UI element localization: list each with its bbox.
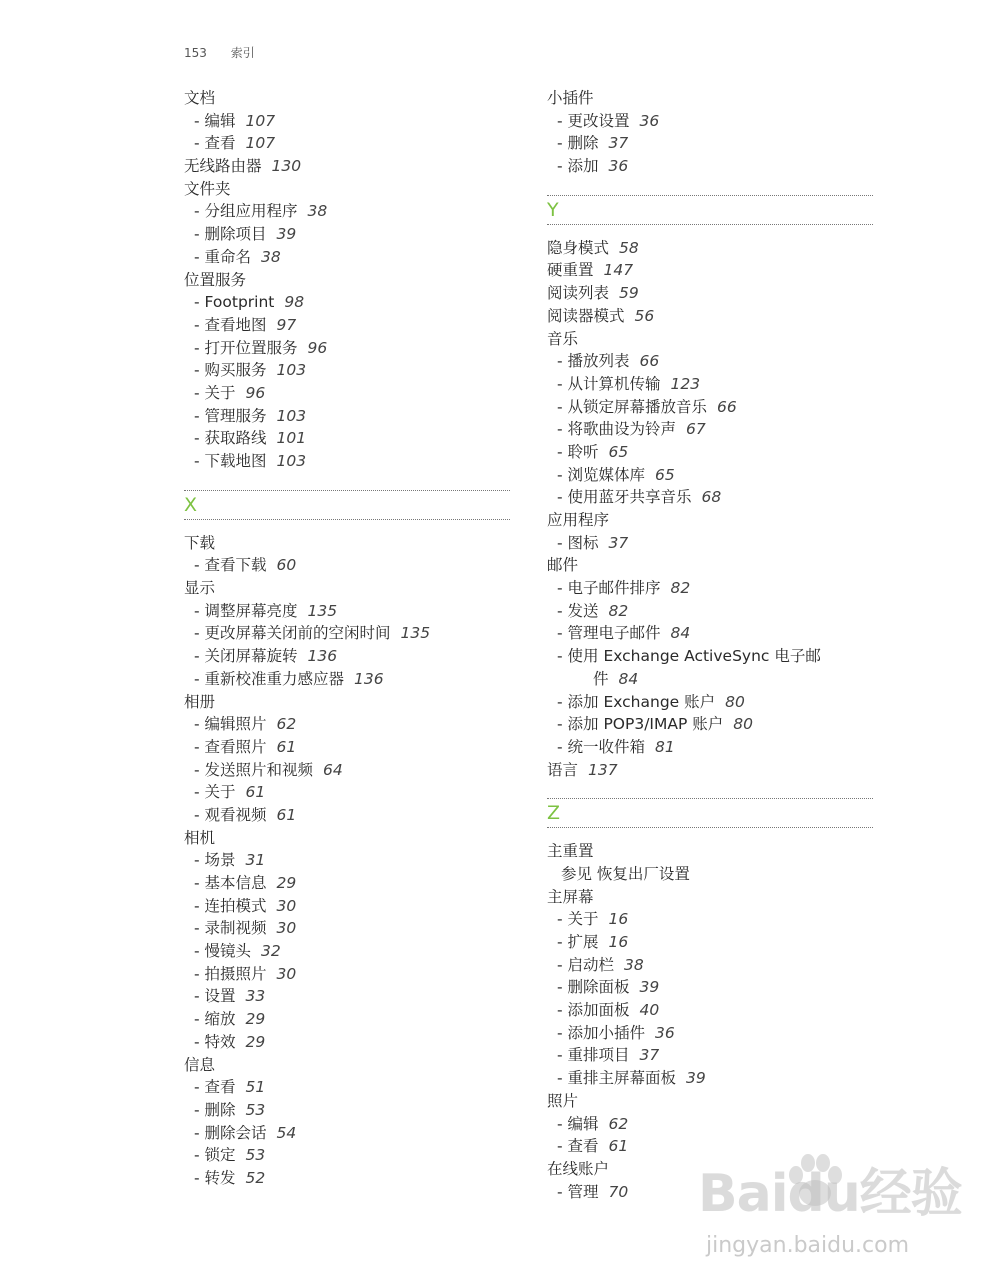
index-term: 转发: [204, 1168, 236, 1187]
index-subentry: - 删除面板 39: [557, 978, 660, 997]
index-term: 删除会话: [204, 1123, 267, 1142]
page-reference: 103: [276, 452, 307, 470]
index-term: 设置: [204, 987, 236, 1006]
page-reference: 80: [733, 715, 753, 734]
index-entry: [184, 827, 510, 850]
index-term: 添加: [567, 157, 599, 176]
index-subentry: - 关于 16: [557, 910, 629, 929]
section-letter: Z: [547, 802, 561, 825]
index-term: 聆听: [567, 442, 599, 461]
page-reference: 62: [276, 715, 297, 734]
index-term: 隐身模式: [547, 238, 610, 257]
index-subentry: - 浏览媒体库 65: [557, 465, 675, 484]
index-subentry: - 重排主屏幕面板 39: [557, 1069, 706, 1088]
index-term: 使用 Exchange ActiveSync 电子邮: [567, 647, 821, 666]
index-subentry: - 调整屏幕亮度 135: [194, 601, 338, 620]
index-subentry: - 锁定 53: [194, 1146, 266, 1165]
baidu-watermark: [690, 1133, 970, 1273]
page-reference: 59: [619, 284, 639, 303]
page-reference: 137: [588, 760, 618, 779]
page-reference: 64: [323, 760, 343, 779]
index-term: 查看: [567, 1137, 599, 1156]
index-term: 关于: [204, 783, 236, 802]
page-reference: 81: [655, 737, 675, 756]
index-term: 删除项目: [204, 225, 267, 244]
see-also-entry: [547, 863, 873, 886]
index-term: 浏览媒体库: [567, 465, 646, 484]
page-reference: 37: [639, 1046, 660, 1065]
index-term: 相册: [184, 692, 216, 711]
index-term: 更改屏幕关闭前的空闲时间: [204, 624, 391, 643]
index-term: 图标: [567, 533, 599, 552]
index-term: 相机: [184, 828, 216, 847]
page-header: [184, 44, 255, 61]
index-term: 发送: [567, 601, 599, 620]
index-term: 阅读列表: [547, 284, 610, 303]
section-divider: [547, 798, 873, 828]
index-entry: [547, 259, 873, 282]
index-term: 电子邮件排序: [567, 579, 661, 598]
page-reference: 38: [624, 955, 644, 974]
page-reference: 53: [245, 1100, 266, 1119]
index-term: 录制视频: [204, 919, 267, 938]
index-term: 查看下载: [204, 556, 267, 575]
index-subentry: - Footprint 98: [194, 293, 305, 312]
page-reference: 61: [276, 737, 297, 756]
index-subentry: - 打开位置服务 96: [194, 338, 328, 357]
index-column-right: [547, 87, 873, 1203]
index-term: 编辑照片: [204, 715, 267, 734]
page-reference: 96: [307, 338, 328, 357]
index-term: 重排主屏幕面板: [567, 1069, 677, 1088]
page-reference: 135: [400, 624, 431, 643]
index-term: 关于: [204, 383, 236, 402]
index-term: 启动栏: [567, 955, 615, 974]
index-term: 在线账户: [547, 1159, 610, 1178]
page-reference: 40: [639, 1001, 660, 1020]
index-term: 获取路线: [204, 429, 267, 448]
index-term: 特效: [204, 1032, 236, 1051]
page-reference: 37: [608, 533, 629, 552]
page-reference: 107: [245, 111, 276, 130]
page-reference: 56: [634, 306, 655, 325]
index-subentry: - 查看下载 60: [194, 556, 297, 575]
index-subentry: - 扩展 16: [557, 933, 629, 951]
page-reference: 36: [655, 1023, 675, 1042]
page-reference: 54: [276, 1123, 297, 1142]
index-term: 拍摄照片: [204, 964, 267, 983]
page-reference: 38: [261, 247, 281, 266]
page-reference: 29: [245, 1032, 266, 1051]
index-entry: [184, 155, 510, 178]
index-term: 关于: [567, 910, 599, 929]
page-reference: 68: [701, 488, 722, 507]
section-divider: [184, 490, 510, 520]
index-subentry: - 管理服务 103: [194, 406, 307, 425]
index-term: 添加面板: [567, 1001, 630, 1020]
index-entry: [547, 759, 873, 782]
page-reference: 61: [245, 783, 266, 802]
page-reference: 61: [276, 805, 297, 824]
index-subentry: - 图标 37: [557, 533, 629, 552]
index-entry: [547, 886, 873, 909]
page-reference: 107: [245, 134, 276, 153]
index-subentry: - 管理 70: [557, 1182, 629, 1201]
page-number: 153: [184, 46, 207, 60]
index-entry: [547, 87, 873, 110]
index-term: 照片: [547, 1091, 579, 1110]
section-divider: [547, 195, 873, 225]
index-column-left: [184, 87, 510, 1190]
page-reference: 39: [686, 1069, 706, 1088]
watermark-logo-text: Baidu经验: [698, 1164, 962, 1224]
index-term: 小插件: [547, 89, 594, 107]
index-subentry: - 删除 53: [194, 1100, 266, 1119]
page-reference: 65: [655, 465, 675, 484]
index-subentry: - 缩放 29: [194, 1010, 266, 1029]
index-term: 连拍模式: [204, 896, 267, 915]
page-reference: 136: [307, 647, 338, 666]
index-term: 观看视频: [204, 805, 267, 824]
page-reference: 33: [245, 987, 266, 1006]
index-subentry: - 从锁定屏幕播放音乐 66: [557, 397, 737, 416]
index-term: 购买服务: [204, 361, 267, 380]
page-reference: 66: [717, 397, 737, 416]
index-subentry: - 查看照片 61: [194, 737, 297, 756]
index-subentry: - 关闭屏幕旋转 136: [194, 647, 338, 666]
index-subentry: - 电子邮件排序 82: [557, 579, 691, 598]
index-term: 位置服务: [184, 270, 247, 289]
index-subentry: - 转发 52: [194, 1168, 266, 1187]
index-subentry: - 重排项目 37: [557, 1046, 660, 1065]
index-term: 打开位置服务: [204, 338, 298, 357]
page-reference: 30: [276, 964, 297, 983]
page-reference: 52: [245, 1168, 266, 1187]
page-reference: 101: [276, 429, 307, 448]
index-subentry: - 基本信息 29: [194, 874, 297, 892]
index-subentry: - 从计算机传输 123: [557, 374, 701, 393]
index-term: 缩放: [204, 1010, 236, 1029]
page-reference: 67: [686, 420, 706, 439]
index-entry: [184, 577, 510, 600]
index-entry: [547, 282, 873, 305]
page-reference: 58: [619, 238, 639, 257]
index-term: 播放列表: [567, 352, 630, 371]
index-term: 删除: [204, 1100, 236, 1119]
index-subentry: - 查看 107: [194, 134, 276, 153]
section-letter: Y: [547, 198, 559, 221]
index-term: 更改设置: [567, 111, 630, 130]
index-subentry: - 播放列表 66: [557, 352, 660, 371]
index-term: 语言: [547, 760, 579, 779]
index-subentry: - 分组应用程序 38: [194, 202, 328, 221]
index-entry: [547, 237, 873, 260]
page-reference: 38: [307, 202, 328, 221]
index-term: 重新校准重力感应器: [204, 669, 345, 688]
index-subentry: - 连拍模式 30: [194, 896, 297, 915]
index-term: 查看地图: [204, 315, 267, 334]
index-entry: [184, 87, 510, 110]
index-entry: [184, 1054, 510, 1077]
index-term: Footprint: [204, 293, 275, 312]
page-reference: 37: [608, 134, 629, 153]
index-subentry: - 重命名 38: [194, 247, 281, 266]
index-term: 编辑: [567, 1114, 599, 1133]
index-term: 应用程序: [547, 511, 610, 529]
index-term: 下载: [184, 533, 216, 552]
page-reference: 130: [271, 157, 302, 176]
page-reference: 39: [639, 978, 660, 997]
index-entry: [184, 269, 510, 292]
index-subentry: - 更改屏幕关闭前的空闲时间 135: [194, 624, 431, 643]
page-reference: 80: [725, 692, 745, 711]
index-term: 添加小插件: [567, 1023, 646, 1042]
index-entry: [184, 532, 510, 555]
index-term: 慢镜头: [204, 942, 252, 961]
page-reference: 53: [245, 1146, 266, 1165]
index-term: 管理服务: [204, 406, 267, 425]
page-reference: 36: [608, 157, 629, 176]
index-subentry: - 启动栏 38: [557, 955, 644, 974]
index-subentry: - 编辑 62: [557, 1114, 629, 1133]
index-term: 基本信息: [204, 874, 267, 892]
index-subentry: - 查看 61: [557, 1137, 629, 1156]
page-title: 索引: [230, 46, 255, 60]
index-entry: [547, 840, 873, 863]
index-term: 删除: [567, 134, 599, 153]
index-subentry: - 添加 36: [557, 157, 629, 176]
page-reference: 97: [276, 315, 297, 334]
index-term: 文档: [184, 89, 216, 107]
section-letter: X: [184, 493, 198, 516]
index-subentry: - 购买服务 103: [194, 361, 307, 380]
watermark-url: jingyan.baidu.com: [706, 1233, 910, 1258]
index-term: 主重置: [547, 842, 594, 861]
index-term: 添加 POP3/IMAP 账户: [567, 715, 724, 734]
index-subentry: - 特效 29: [194, 1032, 266, 1051]
index-subentry: - 编辑照片 62: [194, 715, 297, 734]
index-subentry: - 获取路线 101: [194, 429, 307, 448]
index-term: 文件夹: [184, 179, 231, 198]
index-subentry: - 统一收件箱 81: [557, 737, 675, 756]
index-term: 统一收件箱: [567, 737, 646, 756]
index-term: 信息: [184, 1055, 216, 1074]
page-reference: 135: [307, 601, 338, 620]
index-term: 查看: [204, 1078, 236, 1097]
index-term: 参见 恢复出厂设置: [561, 864, 690, 883]
index-term: 重命名: [204, 247, 252, 266]
index-term: 管理电子邮件: [567, 624, 661, 643]
index-term: 音乐: [547, 329, 579, 348]
page-reference: 70: [608, 1182, 629, 1201]
index-term: 从计算机传输: [567, 374, 661, 393]
page-reference: 36: [639, 111, 660, 130]
index-entry: [547, 305, 873, 328]
page-reference: 31: [245, 851, 266, 870]
index-term: 查看: [204, 134, 236, 153]
index-term: 分组应用程序: [204, 202, 298, 221]
index-subentry: - 场景 31: [194, 851, 266, 870]
index-term: 添加 Exchange 账户: [567, 692, 716, 711]
index-entry: [547, 1090, 873, 1113]
index-subentry: - 查看地图 97: [194, 315, 297, 334]
page-reference: 84: [618, 669, 639, 688]
index-subentry: - 关于 61: [194, 783, 266, 802]
page-reference: 147: [603, 261, 634, 280]
index-subentry: - 聆听 65: [557, 442, 629, 461]
index-term: 重排项目: [567, 1046, 630, 1065]
page-reference: 30: [276, 919, 297, 938]
page-reference: 82: [608, 601, 629, 620]
index-term: 调整屏幕亮度: [204, 601, 298, 620]
page-reference: 103: [276, 361, 307, 380]
index-subentry: - 使用 Exchange ActiveSync 电子邮: [557, 647, 821, 666]
page-reference: 61: [608, 1137, 629, 1156]
index-subentry: - 添加小插件 36: [557, 1023, 675, 1042]
index-term: 将歌曲设为铃声: [567, 420, 677, 439]
page-reference: 16: [608, 910, 629, 929]
index-term: 主屏幕: [547, 887, 594, 906]
index-term: 场景: [204, 851, 236, 870]
index-term: 从锁定屏幕播放音乐: [567, 397, 708, 416]
page-reference: 32: [261, 942, 281, 961]
index-term: 件: [593, 669, 609, 688]
page-reference: 98: [284, 293, 305, 312]
index-entry: [547, 509, 873, 532]
index-subentry: - 观看视频 61: [194, 805, 297, 824]
index-subentry: - 添加 POP3/IMAP 账户 80: [557, 715, 753, 734]
index-term: 删除面板: [567, 978, 630, 997]
index-subentry: - 使用蓝牙共享音乐 68: [557, 488, 722, 507]
page-reference: 60: [276, 556, 297, 575]
index-subentry: - 删除会话 54: [194, 1123, 297, 1142]
index-term: 锁定: [204, 1146, 236, 1165]
index-term: 硬重置: [547, 261, 594, 280]
index-subentry: - 设置 33: [194, 987, 266, 1006]
index-subentry: [547, 668, 873, 691]
index-term: 编辑: [204, 111, 236, 130]
page-reference: 29: [245, 1010, 266, 1029]
index-term: 查看照片: [204, 737, 267, 756]
index-entry: [547, 554, 873, 577]
index-term: 使用蓝牙共享音乐: [567, 488, 692, 507]
index-subentry: - 录制视频 30: [194, 919, 297, 938]
index-subentry: - 下载地图 103: [194, 452, 307, 470]
index-entry: [184, 691, 510, 714]
index-term: 无线路由器: [184, 157, 262, 176]
page-reference: 65: [608, 442, 629, 461]
index-term: 关闭屏幕旋转: [204, 647, 298, 666]
index-term: 显示: [184, 579, 216, 598]
index-subentry: - 删除项目 39: [194, 225, 297, 244]
page-reference: 29: [276, 874, 297, 892]
index-subentry: - 慢镜头 32: [194, 942, 281, 961]
index-entry: [547, 328, 873, 351]
page-reference: 123: [670, 374, 701, 393]
index-term: 邮件: [547, 556, 579, 575]
index-subentry: - 将歌曲设为铃声 67: [557, 420, 706, 439]
page-reference: 84: [670, 624, 691, 643]
index-subentry: - 关于 96: [194, 383, 266, 402]
index-subentry: - 发送照片和视频 64: [194, 760, 343, 779]
page-reference: 66: [639, 352, 660, 371]
index-subentry: - 查看 51: [194, 1078, 266, 1097]
page-reference: 62: [608, 1114, 629, 1133]
index-term: 管理: [567, 1182, 599, 1201]
index-term: 发送照片和视频: [204, 760, 314, 779]
index-subentry: - 管理电子邮件 84: [557, 624, 691, 643]
page-reference: 30: [276, 896, 297, 915]
index-subentry: - 发送 82: [557, 601, 629, 620]
page-reference: 96: [245, 383, 266, 402]
page-reference: 16: [608, 933, 629, 951]
index-subentry: - 拍摄照片 30: [194, 964, 297, 983]
page-reference: 103: [276, 406, 307, 425]
index-term: 下载地图: [204, 452, 267, 470]
page-reference: 51: [245, 1078, 266, 1097]
page-reference: 82: [670, 579, 691, 598]
page-reference: 39: [276, 225, 297, 244]
index-term: 扩展: [567, 933, 599, 951]
index-subentry: - 添加面板 40: [557, 1001, 660, 1020]
index-subentry: - 添加 Exchange 账户 80: [557, 692, 745, 711]
index-subentry: - 编辑 107: [194, 111, 276, 130]
index-subentry: - 删除 37: [557, 134, 629, 153]
index-entry: [184, 178, 510, 201]
index-subentry: - 重新校准重力感应器 136: [194, 669, 384, 688]
index-subentry: - 更改设置 36: [557, 111, 660, 130]
page-reference: 136: [354, 669, 384, 688]
index-term: 阅读器模式: [547, 306, 625, 325]
